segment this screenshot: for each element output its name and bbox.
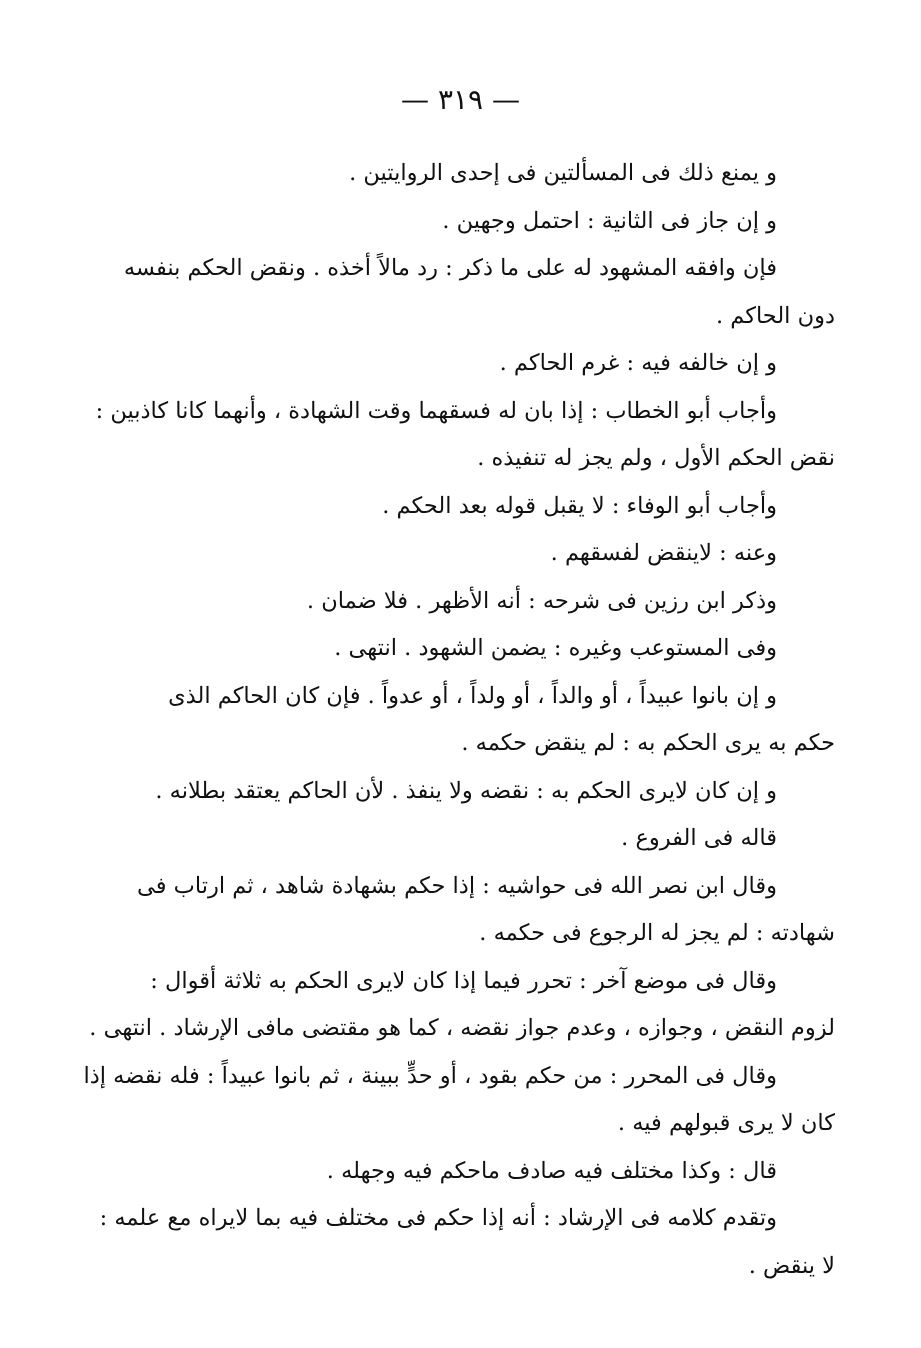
text-line: قاله فى الفروع . — [621, 825, 777, 851]
text-line: دون الحاكم . — [715, 302, 835, 329]
page-number: — ٣١٩ — — [401, 83, 520, 116]
text-line: وأجاب أبو الوفاء : لا يقبل قوله بعد الحكم . — [382, 492, 777, 519]
text-line: نقض الحكم الأول ، ولم يجز له تنفيذه . — [477, 445, 835, 471]
text-line: و إن كان لايرى الحكم به : نقضه ولا ينفذ . لأن الحاكم يعتقد بطلانه . — [155, 777, 777, 804]
text-line: و إن بانوا عبيداً ، أو والداً ، أو ولداً ، أو عدواً . فإن كان الحاكم الذى — [168, 682, 777, 709]
text-line: و إن خالفه فيه : غرم الحاكم . — [499, 350, 777, 376]
text-line: و يمنع ذلك فى المسألتين فى إحدى الروايتين . — [349, 160, 777, 186]
text-line: لا ينقض . — [748, 1252, 835, 1279]
text-line: وقال فى المحرر : من حكم بقود ، أو حدٍّ ببينة ، ثم بانوا عبيداً : فله نقضه إذا — [83, 1062, 777, 1089]
text-line: حكم به يرى الحكم به : لم ينقض حكمه . — [461, 730, 835, 756]
text-line: وقال فى موضع آخر : تحرر فيما إذا كان لايرى الحكم به ثلاثة أقوال : — [150, 967, 777, 994]
text-line: لزوم النقض ، وجوازه ، وعدم جواز نقضه ، كما هو مقتضى مافى الإرشاد . انتهى . — [89, 1015, 835, 1041]
text-line: وعنه : لاينقض لفسقهم . — [550, 540, 777, 566]
text-line: كان لا يرى قبولهم فيه . — [617, 1110, 835, 1136]
text-line: وقال ابن نصر الله فى حواشيه : إذا حكم بشهادة شاهد ، ثم ارتاب فى — [137, 872, 777, 899]
body-text — [83, 150, 835, 1290]
text-line: شهادته : لم يجز له الرجوع فى حكمه . — [479, 920, 835, 946]
text-line: وفى المستوعب وغيره : يضمن الشهود . انتهى . — [334, 635, 777, 661]
text-line: وذكر ابن رزين فى شرحه : أنه الأظهر . فلا ضمان . — [306, 587, 777, 614]
text-line: قال : وكذا مختلف فيه صادف ماحكم فيه وجهله . — [326, 1157, 777, 1184]
text-line: وأجاب أبو الخطاب : إذا بان له فسقهما وقت الشهادة ، وأنهما كانا كاذبين : — [95, 397, 777, 424]
text-line: فإن وافقه المشهود له على ما ذكر : رد مالاً أخذه . ونقض الحكم بنفسه — [123, 255, 777, 281]
text-line: و إن جاز فى الثانية : احتمل وجهين . — [442, 207, 777, 234]
text-line: وتقدم كلامه فى الإرشاد : أنه إذا حكم فى مختلف فيه بما لايراه مع علمه : — [99, 1205, 777, 1231]
